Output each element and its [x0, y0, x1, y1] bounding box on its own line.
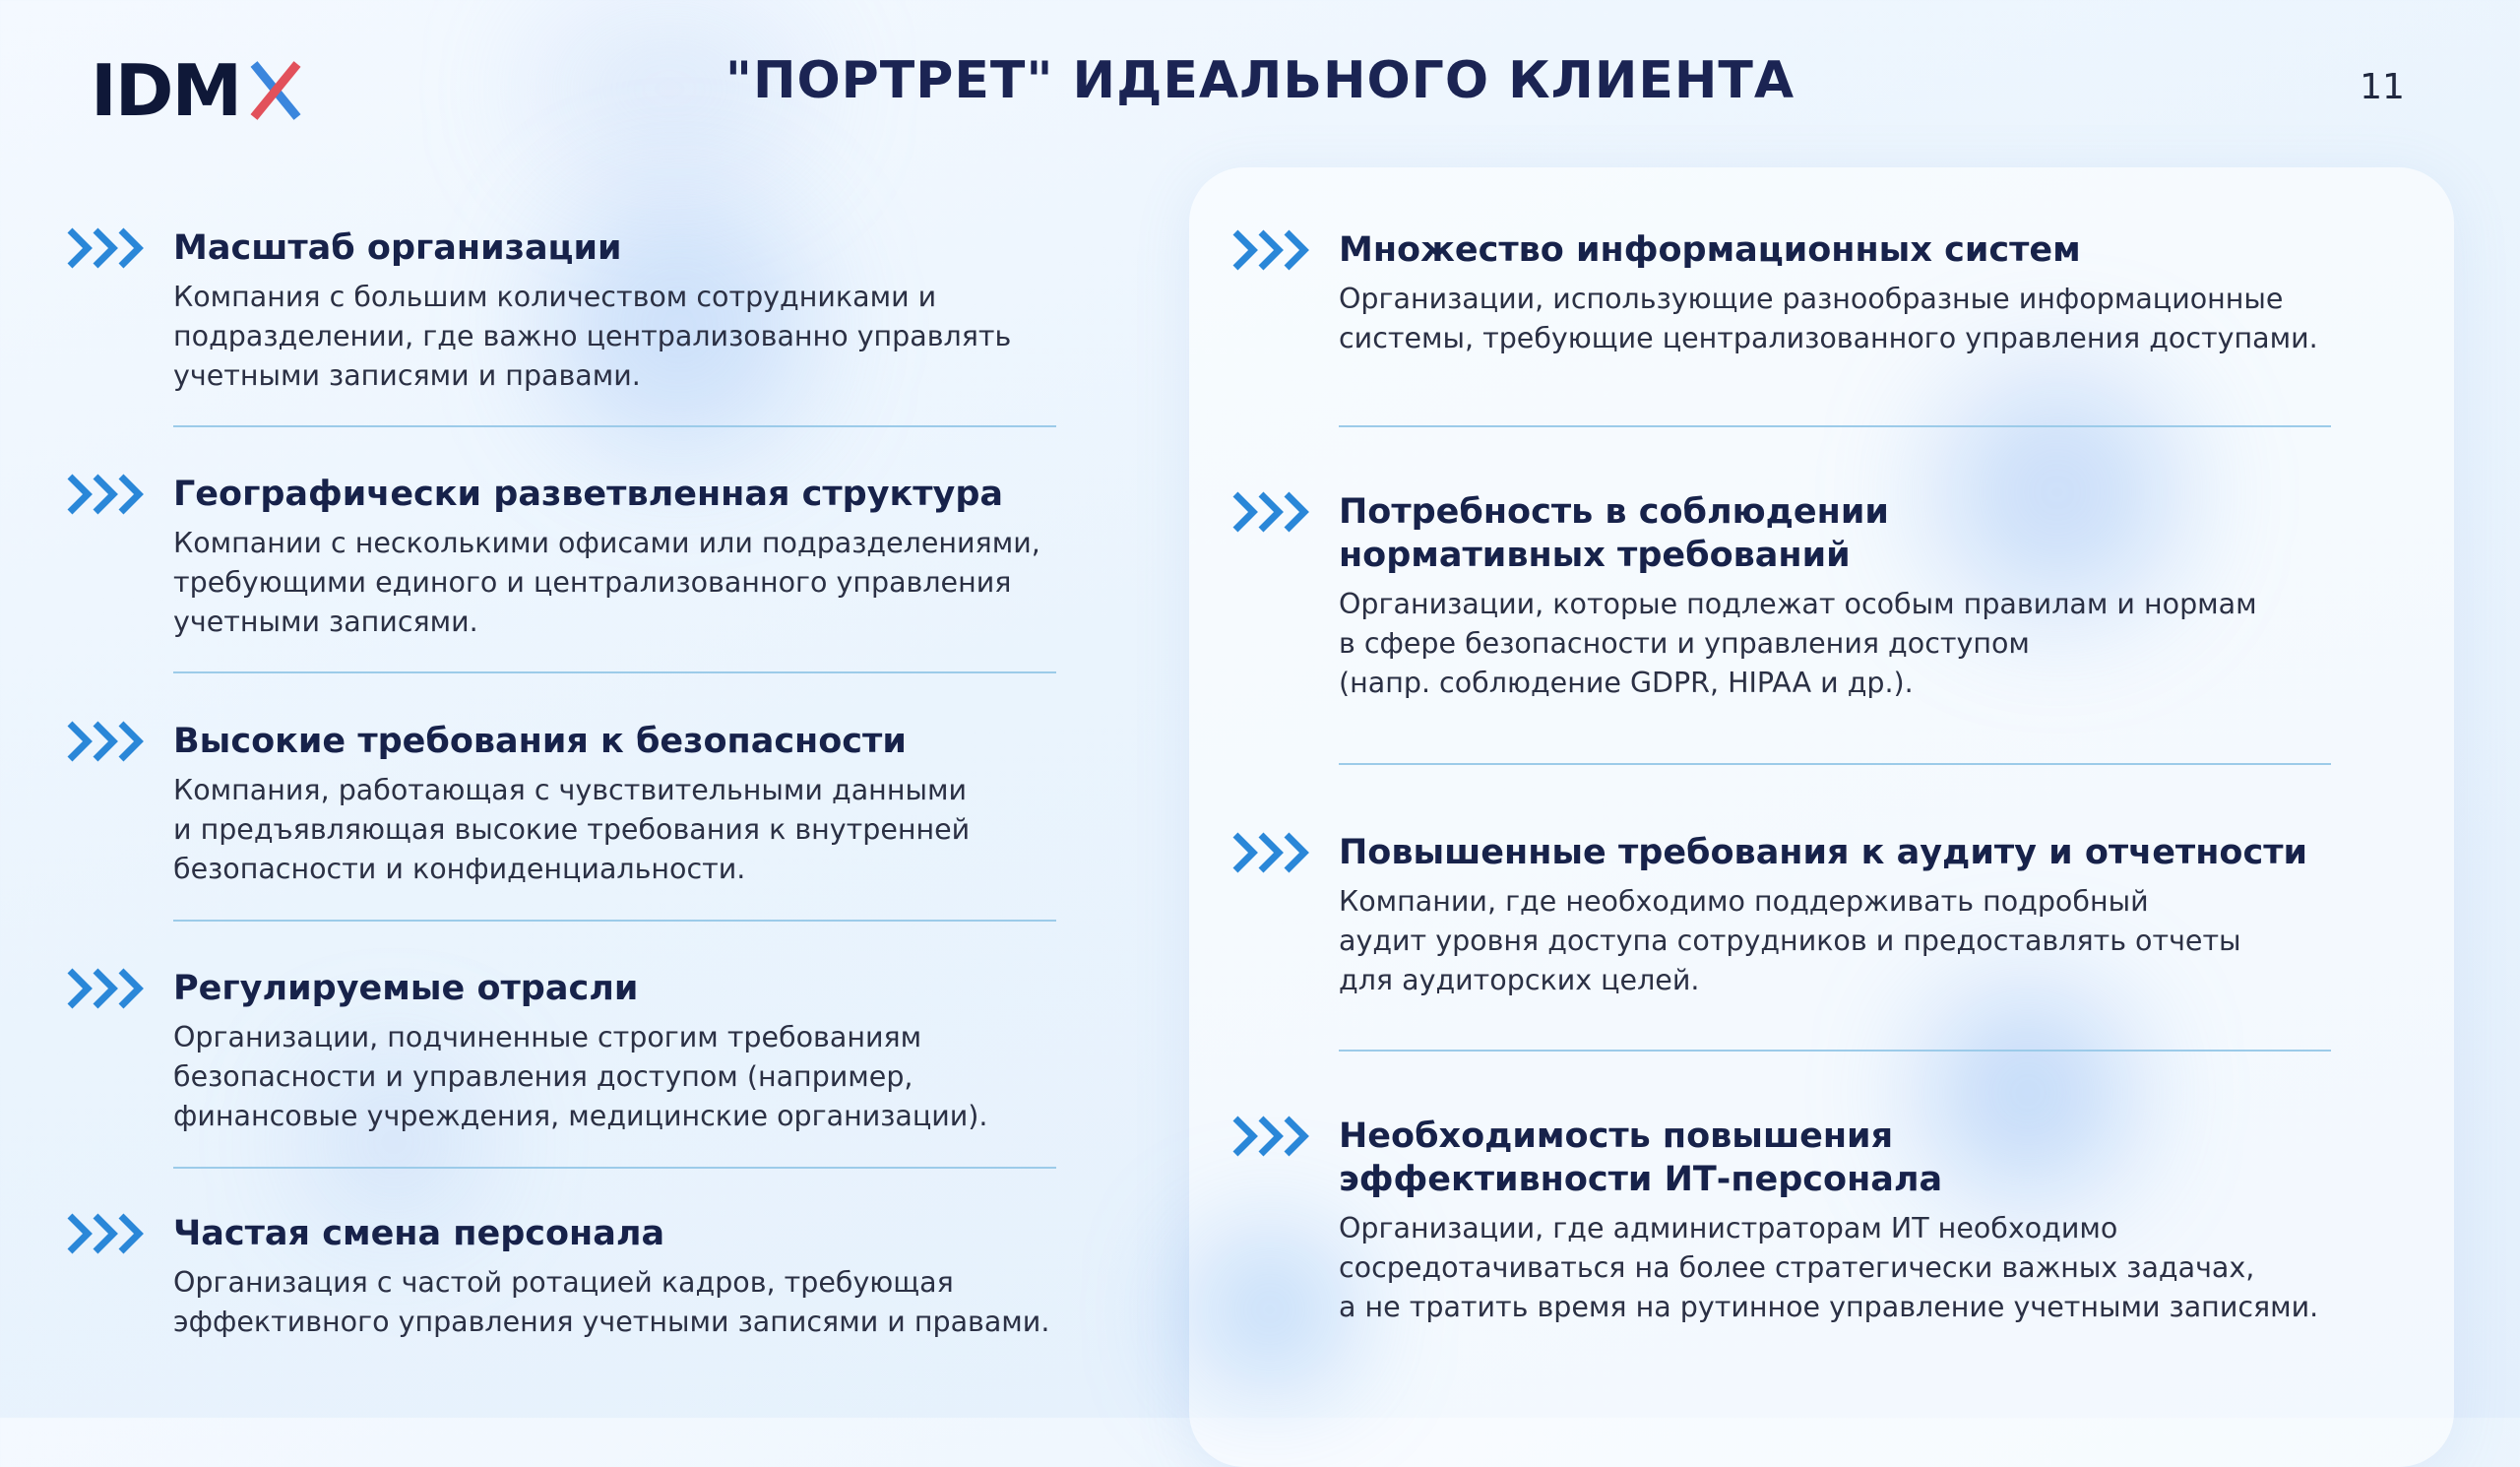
section-divider: [1339, 1050, 2331, 1052]
section-divider: [173, 671, 1056, 673]
criterion-title-line-2: нормативных требований: [1339, 536, 1851, 575]
criterion-block-it-staff-efficiency: [1232, 1111, 2414, 1337]
criterion-title-line-1: Потребность в соблюдении: [1339, 492, 1889, 532]
criterion-description: Организации, подчиненные строгим требованиям безопасности и управления доступом (например, финансовые учреждения, медицинские организации).: [173, 1021, 988, 1132]
company-logo: [91, 49, 305, 132]
criterion-block-audit-reporting: [1232, 827, 2414, 1053]
triple-chevron-icon: [1232, 1115, 1313, 1158]
criterion-block-multiple-systems: [1232, 224, 2414, 431]
page-number: 11: [2360, 67, 2405, 107]
criterion-description: Организации, использующие разнообразные информационные системы, требующие централизованного управления доступами.: [1339, 283, 2318, 354]
criterion-block-regulatory-compliance: [1232, 486, 2414, 772]
criterion-block-regulated-industries: [67, 963, 1101, 1170]
criterion-title: Масштаб организации: [173, 228, 622, 268]
criterion-description: Компания, работающая с чувствительными данными и предъявляющая высокие требования к внутренней безопасности и конфиденциальности.: [173, 774, 971, 885]
logo-x-icon: [246, 60, 305, 121]
logo-wordmark: IDM: [91, 49, 241, 132]
criterion-title: Частая смена персонала: [173, 1214, 665, 1253]
triple-chevron-icon: [1232, 228, 1313, 272]
triple-chevron-icon: [67, 1212, 148, 1255]
criterion-title: Повышенные требования к аудиту и отчетности: [1339, 833, 2307, 872]
criterion-block-security-requirements: [67, 716, 1101, 923]
criterion-block-organization-scale: [67, 223, 1101, 429]
criterion-description: Организация с частой ротацией кадров, требующая эффективного управления учетными записями и правами.: [173, 1266, 1050, 1338]
criterion-description: Компании, где необходимо поддерживать подробный аудит уровня доступа сотрудников и предоставлять отчеты для аудиторских целей.: [1339, 885, 2241, 996]
criterion-block-staff-turnover: [67, 1208, 1101, 1356]
criterion-title: Множество информационных систем: [1339, 230, 2081, 270]
criterion-title: Высокие требования к безопасности: [173, 722, 907, 761]
section-divider: [1339, 763, 2331, 765]
triple-chevron-icon: [67, 967, 148, 1010]
criterion-description: Организации, где администраторам ИТ необходимо сосредотачиваться на более стратегически важных задачах, а не тратить время на рутинное управление учетными записями.: [1339, 1212, 2319, 1323]
criterion-title: Регулируемые отрасли: [173, 969, 639, 1008]
criterion-description: Компания с большим количеством сотрудниками и подразделении, где важно централизованно управлять учетными записями и правами.: [173, 281, 1012, 392]
criterion-description: Компании с несколькими офисами или подразделениями, требующими единого и централизованного управления учетными записями.: [173, 527, 1040, 638]
section-divider: [1339, 425, 2331, 427]
criterion-title-line-1: Необходимость повышения: [1339, 1116, 1894, 1156]
triple-chevron-icon: [67, 226, 148, 270]
slide-title: "ПОРТРЕТ" ИДЕАЛЬНОГО КЛИЕНТА: [724, 51, 1796, 110]
criterion-description: Организации, которые подлежат особым правилам и нормам в сфере безопасности и управления доступом (напр. соблюдение GDPR, HIPAA и др.).: [1339, 588, 2257, 699]
criterion-block-geographic-structure: [67, 469, 1101, 675]
triple-chevron-icon: [67, 720, 148, 763]
section-divider: [173, 425, 1056, 427]
triple-chevron-icon: [1232, 490, 1313, 534]
section-divider: [173, 920, 1056, 922]
criterion-title-line-2: эффективности ИТ-персонала: [1339, 1160, 1943, 1199]
triple-chevron-icon: [1232, 831, 1313, 874]
criterion-title: Географически разветвленная структура: [173, 475, 1004, 514]
triple-chevron-icon: [67, 473, 148, 516]
section-divider: [173, 1167, 1056, 1169]
